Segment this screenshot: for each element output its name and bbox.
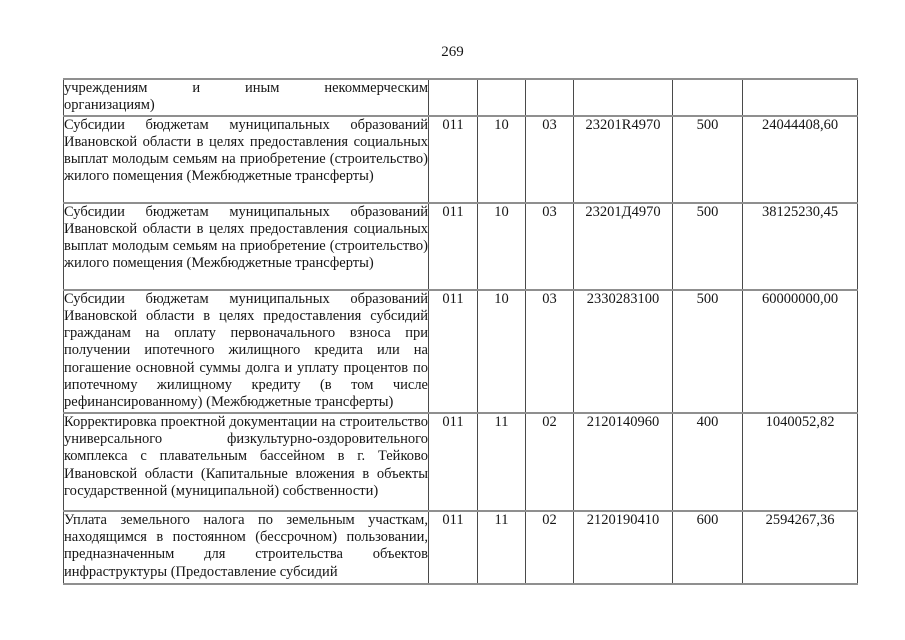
cell-expense-type-code: 500 <box>673 203 743 290</box>
cell-section-code: 10 <box>478 116 526 203</box>
cell-description: Уплата земельного налога по земельным участкам, находящимся в постоянном (бессрочном) пользовании, предназначенным для строительства объектов инфраструктуры (Предоставление субсидий <box>64 511 429 584</box>
cell-amount: 1040052,82 <box>743 413 858 511</box>
budget-table-body <box>64 79 858 584</box>
cell-grbs-code <box>429 79 478 116</box>
cell-expense-type-code: 500 <box>673 290 743 413</box>
cell-description: Субсидии бюджетам муниципальных образований Ивановской области в целях предоставления социальных выплат молодым семьям на приобретение (строительство) жилого помещения (Межбюджетные трансферты) <box>64 116 429 203</box>
cell-target-article-code: 23201Д4970 <box>574 203 673 290</box>
cell-amount: 24044408,60 <box>743 116 858 203</box>
cell-subsection-code: 02 <box>526 413 574 511</box>
cell-target-article-code: 2120140960 <box>574 413 673 511</box>
cell-subsection-code: 03 <box>526 116 574 203</box>
cell-subsection-code: 03 <box>526 290 574 413</box>
cell-section-code: 11 <box>478 413 526 511</box>
cell-subsection-code <box>526 79 574 116</box>
table-row <box>64 511 858 584</box>
cell-target-article-code <box>574 79 673 116</box>
cell-expense-type-code: 500 <box>673 116 743 203</box>
cell-grbs-code: 011 <box>429 203 478 290</box>
cell-expense-type-code: 400 <box>673 413 743 511</box>
cell-expense-type-code <box>673 79 743 116</box>
cell-section-code <box>478 79 526 116</box>
cell-amount: 2594267,36 <box>743 511 858 584</box>
cell-amount: 60000000,00 <box>743 290 858 413</box>
table-row <box>64 290 858 413</box>
cell-section-code: 11 <box>478 511 526 584</box>
cell-description: учреждениям и иным некоммерческим организациям) <box>64 79 429 116</box>
cell-grbs-code: 011 <box>429 413 478 511</box>
table-row <box>64 203 858 290</box>
cell-amount: 38125230,45 <box>743 203 858 290</box>
cell-target-article-code: 23201R4970 <box>574 116 673 203</box>
cell-description: Субсидии бюджетам муниципальных образований Ивановской области в целях предоставления социальных выплат молодым семьям на приобретение (строительство) жилого помещения (Межбюджетные трансферты) <box>64 203 429 290</box>
cell-grbs-code: 011 <box>429 511 478 584</box>
cell-amount <box>743 79 858 116</box>
cell-grbs-code: 011 <box>429 116 478 203</box>
table-row <box>64 413 858 511</box>
cell-grbs-code: 011 <box>429 290 478 413</box>
cell-expense-type-code: 600 <box>673 511 743 584</box>
cell-target-article-code: 2330283100 <box>574 290 673 413</box>
cell-subsection-code: 03 <box>526 203 574 290</box>
table-row <box>64 79 858 116</box>
cell-description: Корректировка проектной документации на строительство универсального физкультурно-оздоровительного комплекса с плавательным бассейном в г. Тейково Ивановской области (Капитальные вложения в объекты государственной (муниципальной) собственности) <box>64 413 429 511</box>
cell-section-code: 10 <box>478 290 526 413</box>
cell-section-code: 10 <box>478 203 526 290</box>
page-number: 269 <box>441 44 464 60</box>
cell-subsection-code: 02 <box>526 511 574 584</box>
table-row <box>64 116 858 203</box>
cell-description: Субсидии бюджетам муниципальных образований Ивановской области в целях предоставления субсидий гражданам на оплату первоначального взноса при получении ипотечного жилищного кредита или на погашение основной суммы долга и уплату процентов по ипотечному жилищному кредиту (в том числе рефинансированному) (Межбюджетные трансферты) <box>64 290 429 413</box>
cell-target-article-code: 2120190410 <box>574 511 673 584</box>
budget-table <box>63 78 858 585</box>
